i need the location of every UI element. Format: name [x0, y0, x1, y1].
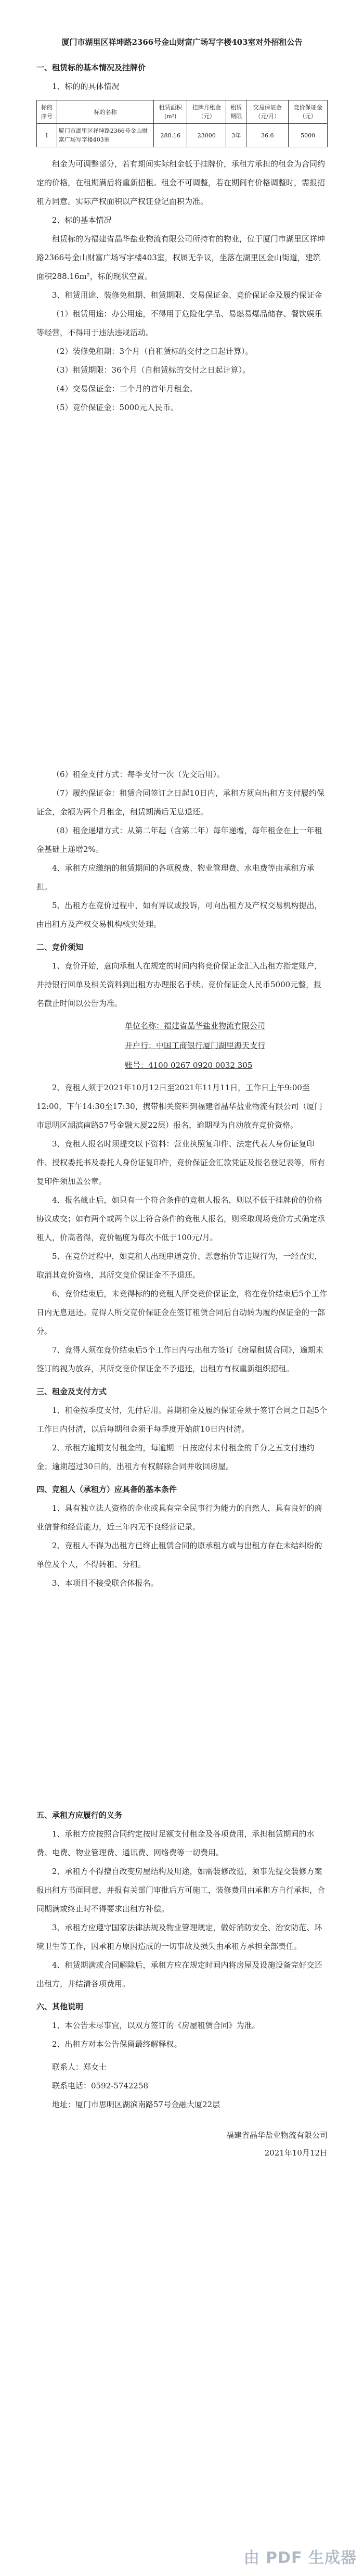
section-heading: 一、租赁标的基本情况及挂牌价: [36, 63, 146, 72]
paragraph: 2、出租方对本公告保留最终解释权。: [52, 2039, 182, 2049]
address-label: 地址：: [52, 2100, 76, 2109]
paragraph: 租金为可调整部分，若有期间实际租金低于挂牌价，承租方承担的租金为合同约定的价格，在租期满后将重新招租。租金不可调整，若在期间有价格调整时，需报招租方同意。实际产权面积以产权证登记面积为准。: [36, 159, 326, 206]
paragraph: 1、竞价开始，意向承租人在规定的时间内将竞价保证金汇入出租方指定账户，并持银行回单及相关资料到出租方办理报名手续。竞价保证金人民币5000元整，报名截止时间以公告为准。: [36, 961, 322, 1008]
payee-info: [125, 1016, 328, 1075]
contact-line: [36, 2058, 328, 2076]
paragraph: 4、报名截止后，如只有一个符合条件的竞租人报名，则以不低于挂牌价的价格协议成交；如有两个或两个以上符合条件的竞租人报名，则采取现场竞价方式确定承租人，价高者得，竞价幅度为每次不低于100元/月。: [36, 1195, 326, 1242]
paragraph: 4、租赁期满或合同解除后，承租方应在规定时间内将房屋及设施设备完好交还出租方，并结清各项费用。: [36, 1960, 322, 1988]
paragraph: 1、租金按季度支付，先付后用。首期租金及履约保证金须于签订合同之日起5个工作日内付清，以后每期租金须于每季度开始前10日内付清。: [36, 1406, 328, 1434]
paragraph: （6）租金支付方式：每季支付一次（先交后用）。: [52, 770, 225, 779]
paragraph: 4、承租方应缴纳的租赁期间的各项税费、物业管理费、水电费等由承租方承担。: [36, 863, 315, 891]
paragraph: （5）竞价保证金：5000元人民币。: [52, 403, 178, 412]
address-line: [36, 2095, 328, 2114]
section-heading: 四、竞租人（承租方）应具备的基本条件: [36, 1485, 177, 1494]
payee-account: 账号：4100 0267 0920 0032 305: [125, 1061, 253, 1070]
contact-label: 联系人：: [52, 2062, 84, 2072]
table-cell: 288.16: [154, 124, 187, 147]
paragraph: 5、在竞价过程中，如竞租人出现串通竞价、恶意抬价等违规行为，一经查实，取消其竞价资格，其所交竞价保证金不予退还。: [36, 1252, 322, 1280]
document-title: 厦门市湖里区祥坤路2366号金山财富广场写字楼403室对外招租公告: [61, 37, 303, 47]
paragraph: 2、标的基本情况: [52, 215, 112, 225]
table-cell: 1: [37, 124, 57, 147]
paragraph: （4）交易保证金：二个月的首年月租金。: [52, 384, 198, 393]
paragraph: 3、租赁用途、装修免租期、租赁期限、交易保证金、竞价保证金及履约保证金: [52, 290, 322, 300]
paragraph: 3、竞租人报名时须提交以下资料：营业执照复印件、法定代表人身份证复印件、授权委托书及委托人身份证复印件，竞价保证金汇款凭证及报名登记表等，所有复印件须加盖公章。: [36, 1139, 326, 1186]
table-header: 租赁面积(m²): [154, 100, 187, 124]
paragraph: （7）履约保证金：租赁合同签订之日起10日内，承租方须向出租方支付履约保证金，金额为两个月租金，租赁期满后无息退还。: [36, 788, 324, 817]
table-cell: 3年: [226, 124, 246, 147]
paragraph: 1、具有独立法人资格的企业或具有完全民事行为能力的自然人，具有良好的商业信誉和经营能力，近三年内无不良经营记录。: [36, 1503, 322, 1532]
paragraph: （1）租赁用途：办公用途，不得用于危险化学品、易燃易爆品储存、餐饮娱乐等经营，不得用于违法违规活动。: [36, 309, 322, 337]
paragraph: （3）租赁期限：36个月（自租赁标的交付之日起计算）。: [52, 365, 251, 375]
section-heading: 六、其他说明: [36, 2002, 84, 2011]
paragraph: 1、标的的具体情况: [52, 82, 120, 91]
table-cell: 厦门市湖里区祥坤路2366号金山财富广场写字楼403室: [57, 124, 154, 147]
table-header: 挂牌月租金（元）: [187, 100, 226, 124]
paragraph: 1、本公告未尽事宜，以双方签订的《房屋租赁合同》为准。: [52, 2021, 260, 2030]
paragraph: 7、竞得人须在竞价结束后5个工作日内与出租方签订《房屋租赁合同》，逾期未签订的视为放弃，其所交竞价保证金不予退还，出租方有权重新组织招租。: [36, 1345, 323, 1373]
paragraph: 2、承租方不得擅自改变房屋结构及用途，如需装修改造，须事先提交装修方案报出租方书面同意，并报有关部门审批后方可施工，装修费用由承租方自行承担，合同期满或终止时不得要求出租方补偿。: [36, 1867, 326, 1914]
table-row: [37, 124, 328, 147]
section-heading: 二、竞价须知: [36, 942, 84, 952]
watermark: 由 PDF 生成器: [243, 2549, 357, 2567]
paragraph: 3、承租方应遵守国家法律法规及物业管理规定，做好消防安全、治安防范、环境卫生等工作，因承租方原因造成的一切事故及损失由承租方承担全部责任。: [36, 1923, 322, 1951]
table-header: 标的序号: [37, 100, 57, 124]
paragraph: 2、竞租人不得为出租方已终止租赁合同的原承租方或与出租方存在未结纠纷的单位及个人，不得转租、分租。: [36, 1541, 322, 1569]
paragraph: 3、本项目不接受联合体报名。: [52, 1578, 159, 1588]
paragraph: 1、承租方应按照合同约定按时足额支付租金及各项费用，承担租赁期间的水费、电费、物业管理费、通讯费、网络费等一切费用。: [36, 1829, 315, 1857]
address-text: 厦门市思明区湖滨南路57号金融大厦22层: [75, 2100, 220, 2109]
table-header: 租赁期限: [226, 100, 246, 124]
table-header: 交易保证金（元/月）: [246, 100, 289, 124]
paragraph: 2、竞租人须于2021年10月12日至2021年11月11日，工作日上午9:00至12:00，下午14:30至17:30，携带相关资料到福建省晶华盐业物流有限公司（厦门市思明区湖滨南路57号金融大厦22层）报名，逾期视为自动放弃竞价资格。: [36, 1083, 322, 1130]
table-header: 竞价保证金（元）: [289, 100, 328, 124]
signer-name: 福建省晶华盐业物流有限公司: [226, 2131, 328, 2140]
section-heading: 三、租金及支付方式: [36, 1387, 107, 1396]
paragraph: 租赁标的为福建省晶华盐业物流有限公司所持有的物业，位于厦门市湖里区祥坤路2366号金山财富广场写字楼403室，权属无争议，坐落在湖里区金山街道，建筑面积288.16m²，标的现状空置。: [36, 234, 326, 281]
signature-block: [36, 2126, 328, 2162]
contact-name: 郑女士: [83, 2062, 107, 2072]
signature-date: 2021年10月12日: [264, 2148, 328, 2158]
paragraph: 2、承租方逾期支付租金的，每逾期一日按应付未付租金的千分之五支付违约金；逾期超过30日的，出租方有权解除合同并收回房屋。: [36, 1443, 315, 1471]
paragraph: （2）装修免租期：3个月（自租赁标的交付之日起计算）。: [52, 347, 253, 356]
document-page-3: [0, 1775, 364, 2576]
paragraph: 5、出租方在竞价过程中，如有异议或投诉，可向出租方及产权交易机构提出，由出租方及产权交易机构核实处理。: [36, 901, 322, 929]
table-cell: 36.6: [246, 124, 289, 147]
document-page-2: [0, 734, 364, 1775]
phone-number: 0592-5742258: [91, 2081, 149, 2090]
paragraph: （8）租金递增方式：从第二年起（含第二年）每年递增，每年租金在上一年租金基础上递增2%。: [36, 826, 322, 854]
phone-label: 联系电话：: [52, 2081, 92, 2090]
lot-table: [36, 100, 328, 147]
document-page-1: [0, 0, 364, 734]
payee-bank: 开户行：中国工商银行厦门湖里海天支行: [125, 1041, 266, 1050]
payee-name: 单位名称：福建省晶华盐业物流有限公司: [125, 1021, 266, 1030]
section-heading: 五、承租方应履行的义务: [36, 1810, 123, 1820]
paragraph: 6、竞价结束后，未竞得标的的竞租人所交竞价保证金，将在竞价结束后5个工作日内无息退还。竞得人所交竞价保证金在签订租赁合同后自动转为履约保证金的一部分。: [36, 1289, 328, 1336]
table-cell: 23000: [187, 124, 226, 147]
table-cell: 5000: [289, 124, 328, 147]
phone-line: [36, 2076, 328, 2095]
table-header: 标的名称: [57, 100, 154, 124]
